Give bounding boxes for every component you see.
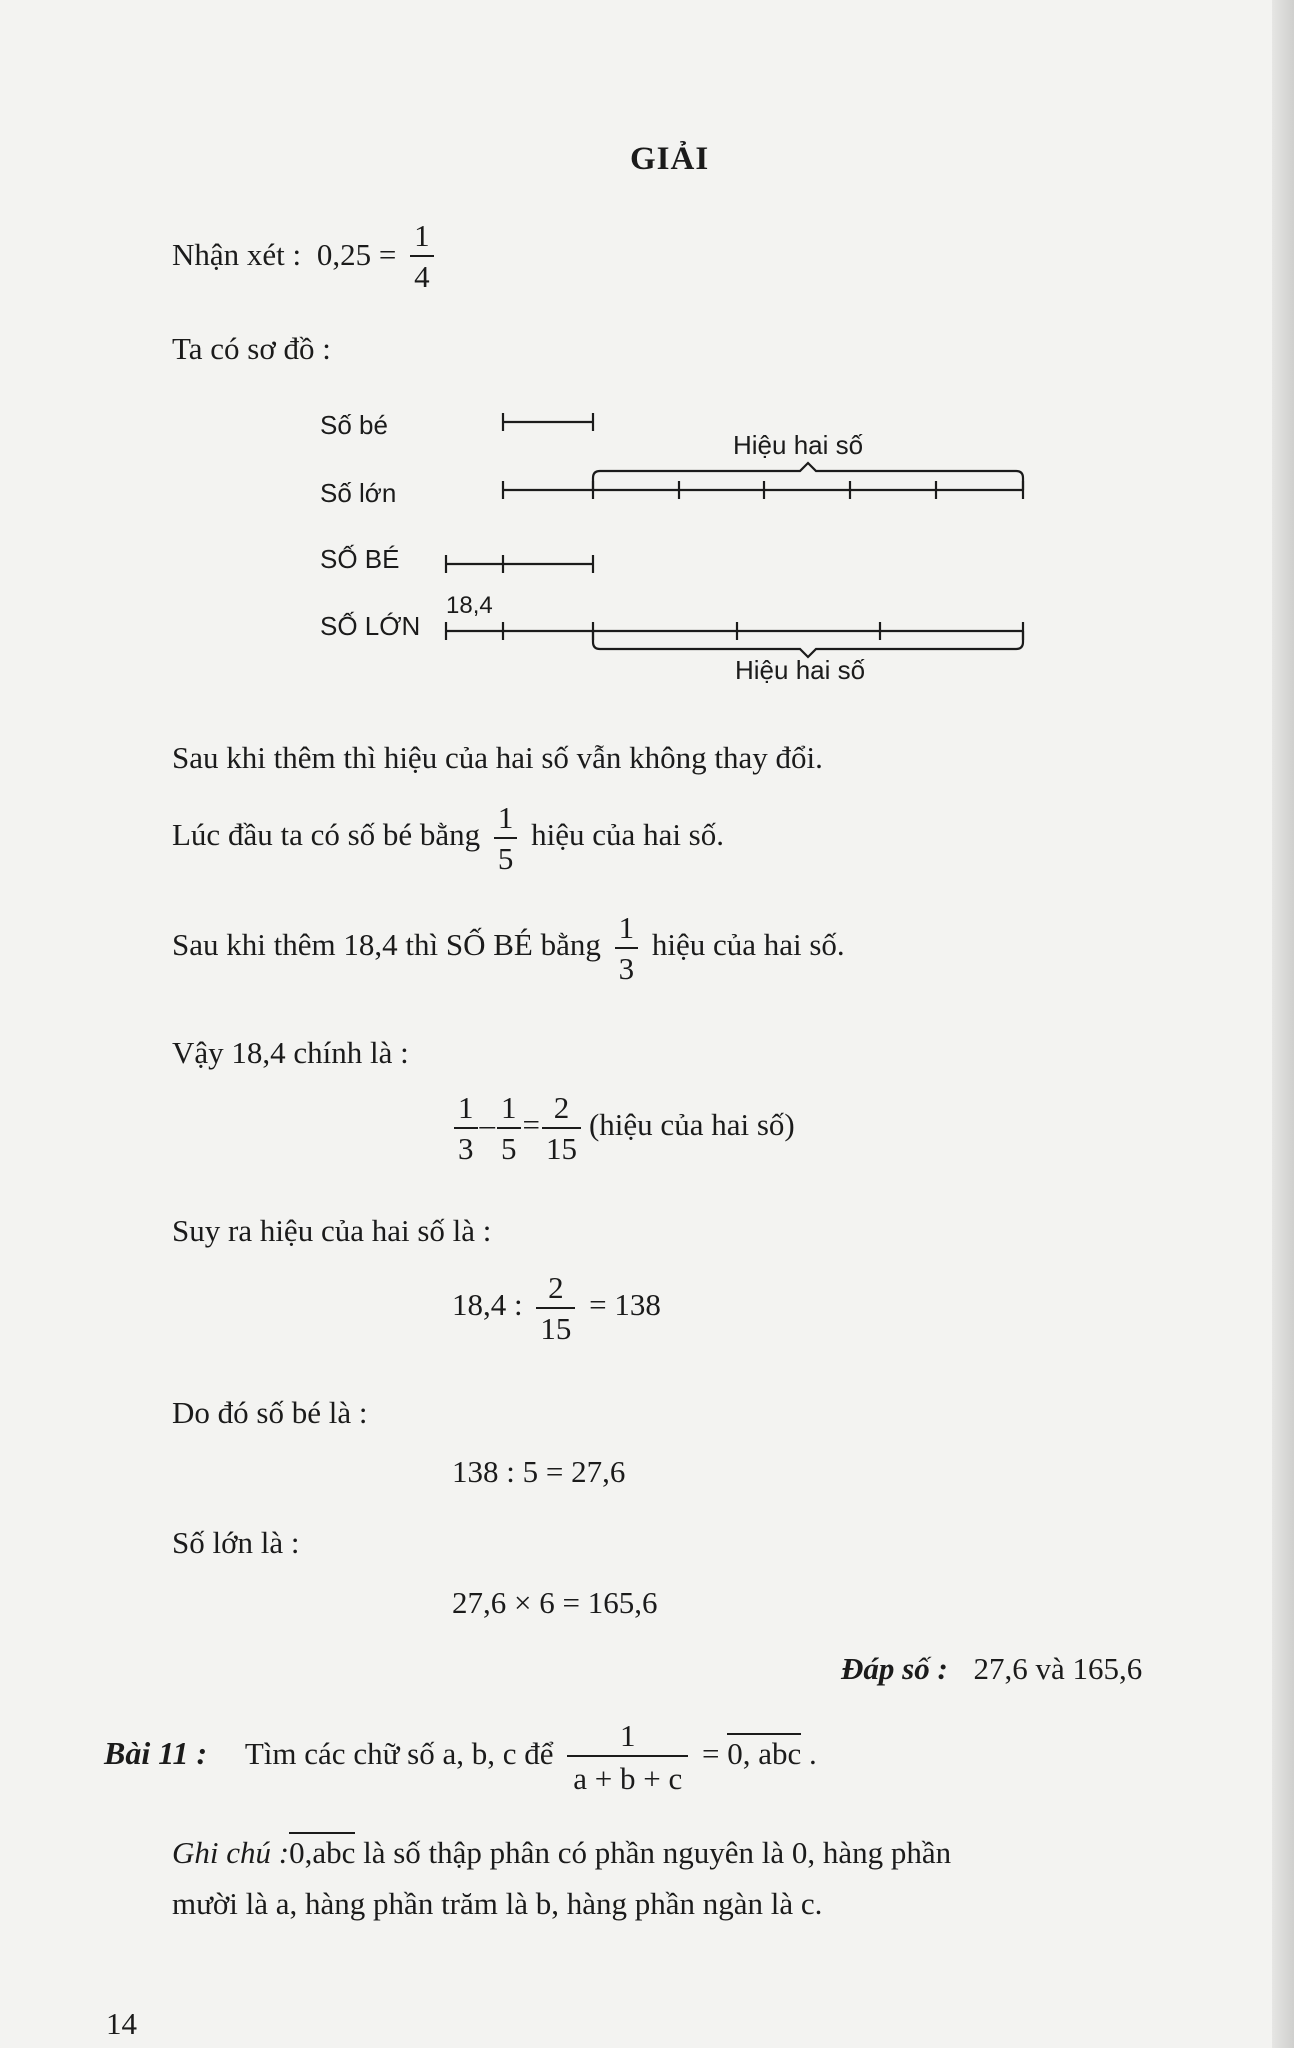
note-line-1: Ghi chú :0,abc là số thập phân có phần nguyên là 0, hàng phần bbox=[172, 1837, 951, 1868]
remark-label: Nhận xét : bbox=[172, 237, 302, 273]
text-line-5: Suy ra hiệu của hai số là : bbox=[172, 1213, 492, 1248]
note-line-2: mười là a, hàng phần trăm là b, hàng phần ngàn là c. bbox=[172, 1886, 823, 1921]
calc-large-number: 27,6 × 6 = 165,6 bbox=[452, 1585, 658, 1620]
division-equation: 18,4 : $\frac{2}{15}$ = 138 bbox=[452, 1270, 661, 1346]
label-so-be-caps: SỐ BÉ bbox=[320, 544, 400, 574]
answer-value: 27,6 và 165,6 bbox=[973, 1651, 1143, 1686]
note-decimal: 0,abc bbox=[289, 1832, 355, 1870]
exercise-label: Bài 11 : bbox=[104, 1735, 208, 1772]
fraction-equation: $\frac{1}{3}$ – $\frac{1}{5}$ = $\frac{2}{15}$ (hiệu của hai số) bbox=[452, 1092, 795, 1164]
solution-title: GIẢI bbox=[630, 141, 710, 177]
label-added-amount: 18,4 bbox=[446, 592, 493, 619]
remark-fraction: $\frac{1}{4}$ bbox=[410, 220, 434, 292]
label-so-lon-caps: SỐ LỚN bbox=[320, 611, 421, 641]
exercise-decimal: 0, abc bbox=[727, 1733, 801, 1771]
diagram-intro: Ta có sơ đồ : bbox=[172, 331, 331, 366]
text-line-2: Lúc đầu ta có số bé bằng $\frac{1}{5}$ hiệu của hai số. bbox=[172, 800, 724, 876]
text-line-1: Sau khi thêm thì hiệu của hai số vẫn không thay đổi. bbox=[172, 740, 823, 775]
label-so-lon: Số lớn bbox=[320, 478, 397, 508]
label-diff-bottom: Hiệu hai số bbox=[735, 655, 866, 685]
brace-diff-bottom bbox=[593, 631, 1023, 657]
page-number: 14 bbox=[106, 2006, 137, 2041]
label-diff-top: Hiệu hai số bbox=[733, 430, 864, 460]
label-so-be: Số bé bbox=[320, 410, 388, 440]
segment-so-be bbox=[503, 413, 593, 431]
segment-so-lon bbox=[503, 481, 1023, 499]
answer-label: Đáp số : bbox=[841, 1651, 948, 1686]
segment-diagram bbox=[0, 0, 1294, 720]
fraction-one-third: $\frac{1}{3}$ bbox=[615, 912, 639, 984]
fraction-one-fifth: $\frac{1}{5}$ bbox=[494, 802, 518, 874]
exercise-11-line: Bài 11 : Tìm các chữ số a, b, c để $\frac{1}{a + b + c}$ = 0, abc . bbox=[104, 1718, 817, 1796]
exercise-fraction: $\frac{1}{a + b + c}$ bbox=[567, 1720, 688, 1794]
text-line-6: Do đó số bé là : bbox=[172, 1395, 368, 1430]
segment-so-lon-caps bbox=[446, 622, 1023, 640]
calc-small-number: 138 : 5 = 27,6 bbox=[452, 1454, 626, 1489]
note-label: Ghi chú : bbox=[172, 1835, 290, 1870]
answer-line bbox=[841, 1653, 1142, 1684]
fraction-eq-b: $\frac{1}{5}$ bbox=[497, 1092, 521, 1164]
remark-value: 0,25 = bbox=[316, 237, 397, 273]
fraction-two-fifteenths: $\frac{2}{15}$ bbox=[536, 1272, 575, 1344]
text-line-7: Số lớn là : bbox=[172, 1525, 300, 1560]
text-line-4: Vậy 18,4 chính là : bbox=[172, 1035, 409, 1070]
fraction-eq-c: $\frac{2}{15}$ bbox=[542, 1092, 581, 1164]
brace-diff-top bbox=[593, 463, 1023, 490]
segment-so-be-caps bbox=[446, 555, 593, 573]
fraction-eq-a: $\frac{1}{3}$ bbox=[454, 1092, 478, 1164]
text-line-3: Sau khi thêm 18,4 thì SỐ BÉ bằng $\frac{1}{3}$ hiệu của hai số. bbox=[172, 910, 845, 986]
exercise-text: Tìm các chữ số a, b, c để bbox=[244, 1736, 554, 1772]
